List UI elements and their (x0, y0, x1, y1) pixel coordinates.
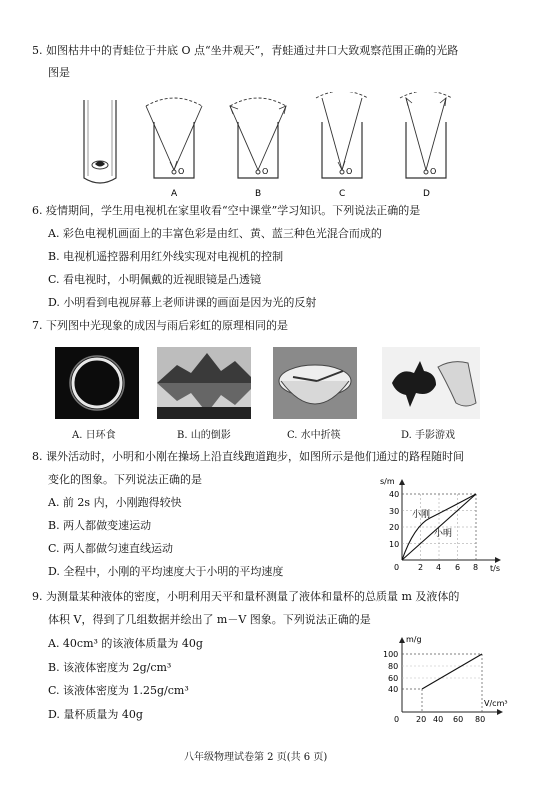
q7-stem: 7. 下列图中光现象的成因与雨后彩虹的原理相同的是 (32, 319, 288, 332)
q7-caption-d: D. 手影游戏 (401, 430, 456, 441)
q8-ylabel: s/m (380, 477, 395, 486)
q8-option-a: A. 前 2s 内，小刚跑得较快 (48, 496, 182, 509)
point-o-label: O (178, 167, 185, 176)
q8-distance-time-graph (378, 474, 508, 574)
q9-mass-volume-graph (372, 632, 512, 726)
q9-xtick: 20 (416, 715, 427, 724)
q7-caption-a: A. 日环食 (72, 430, 116, 441)
annular-eclipse-photo (55, 347, 139, 419)
q8-ytick: 20 (389, 523, 400, 532)
q9-option-c: C. 该液体密度为 1.25g/cm³ (48, 684, 189, 697)
q9-option-d: D. 量杯质量为 40g (48, 708, 143, 721)
q9-xlabel: V/cm³ (484, 699, 508, 708)
well-a (146, 98, 202, 178)
q5-stem-line2: 图是 (48, 66, 70, 79)
q8-xtick: 4 (436, 563, 442, 572)
q8-ytick: 10 (389, 540, 400, 549)
q7-caption-c: C. 水中折筷 (287, 430, 341, 441)
q9-option-a: A. 40cm³ 的该液体质量为 40g (48, 637, 203, 650)
label-xiaoming: 小明 (434, 529, 453, 539)
q8-xlabel: t/s (490, 564, 500, 573)
well-d (400, 92, 452, 178)
q9-stem-line1: 9. 为测量某种液体的密度，小明利用天平和量杯测量了液体和量杯的总质量 m 及液体的 (32, 590, 460, 603)
q8-origin: 0 (394, 563, 400, 572)
well-label-d: D (423, 189, 430, 199)
q8-stem-line2: 变化的图象。下列说法正确的是 (48, 473, 202, 486)
q5-stem-line1: 5. 如图枯井中的青蛙位于井底 O 点“坐井观天”，青蛙通过井口大致观察范围正确的光路 (32, 44, 459, 57)
q8-option-c: C. 两人都做匀速直线运动 (48, 542, 174, 555)
q9-origin: 0 (394, 715, 400, 724)
point-o-label: O (430, 167, 437, 176)
q9-xtick: 60 (453, 715, 464, 724)
q8-option-b: B. 两人都做变速运动 (48, 519, 152, 532)
q9-ylabel: m/g (406, 635, 422, 644)
q9-ytick: 100 (383, 650, 399, 659)
well-b (230, 98, 286, 178)
well-label-b: B (255, 189, 262, 199)
q6-option-c: C. 看电视时，小明佩戴的近视眼镜是凸透镜 (48, 273, 262, 286)
q9-xtick: 80 (475, 715, 486, 724)
q6-option-b: B. 电视机遥控器利用红外线实现对电视机的控制 (48, 250, 284, 263)
q6-option-a: A. 彩色电视机画面上的丰富色彩是由红、黄、蓝三种色光混合而成的 (48, 227, 382, 240)
page-footer: 八年级物理试卷第 2 页(共 6 页) (184, 752, 328, 763)
q6-option-d: D. 小明看到电视屏幕上老师讲课的画面是因为光的反射 (48, 296, 317, 309)
q8-xtick: 8 (473, 563, 479, 572)
q5-well-figures (70, 92, 470, 200)
well-label-c: C (339, 189, 346, 199)
q8-xtick: 2 (418, 563, 424, 572)
m-v-line (422, 654, 482, 689)
hand-shadow-photo (382, 347, 480, 419)
q6-stem: 6. 疫情期间，学生用电视机在家里收看“空中课堂”学习知识。下列说法正确的是 (32, 204, 421, 217)
well-c (316, 92, 368, 178)
q9-ytick: 60 (388, 674, 399, 683)
q8-stem-line1: 8. 课外活动时，小明和小刚在操场上沿直线跑道跑步，如图所示是他们通过的路程随时间 (32, 450, 464, 463)
chopstick-in-water-photo (273, 347, 357, 419)
q8-ytick: 30 (389, 507, 400, 516)
q8-ytick: 40 (389, 490, 400, 499)
point-o-label: O (346, 167, 353, 176)
q9-ytick: 80 (388, 662, 399, 671)
q7-caption-b: B. 山的倒影 (177, 430, 231, 441)
mountain-reflection-photo (157, 347, 251, 419)
q9-stem-line2: 体积 V，得到了几组数据并绘出了 m－V 图象。下列说法正确的是 (48, 613, 371, 626)
q8-option-d: D. 全程中，小刚的平均速度大于小明的平均速度 (48, 565, 284, 578)
q9-ytick: 40 (388, 685, 399, 694)
frog-well (84, 100, 116, 183)
label-xiaogang: 小刚 (412, 510, 431, 520)
q8-xtick: 6 (455, 563, 461, 572)
q9-option-b: B. 该液体密度为 2g/cm³ (48, 661, 172, 674)
point-o-label: O (262, 167, 269, 176)
q9-xtick: 40 (433, 715, 444, 724)
well-label-a: A (171, 189, 178, 199)
